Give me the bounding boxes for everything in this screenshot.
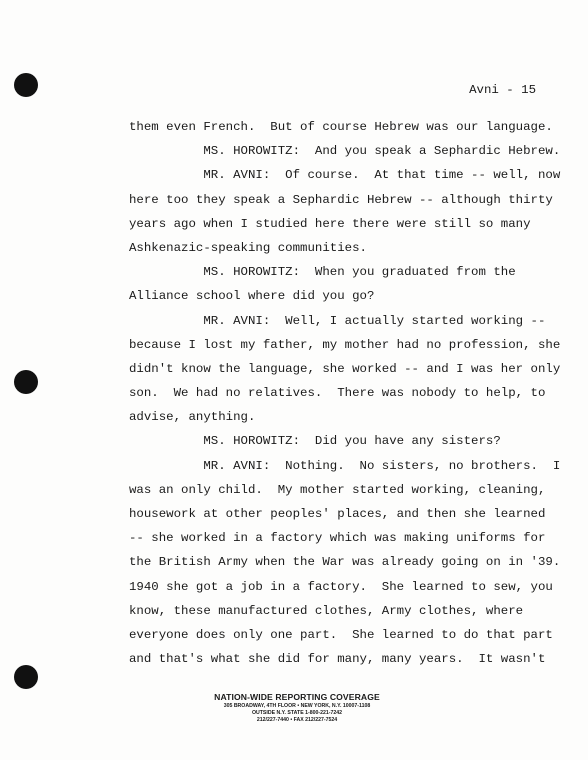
transcript-line: MS. HOROWITZ: Did you have any sisters? xyxy=(129,434,501,449)
reporting-footer xyxy=(0,692,588,724)
transcript-line: advise, anything. xyxy=(129,410,256,425)
binder-hole-top xyxy=(14,73,38,97)
transcript-line: son. We had no relatives. There was nobody to help, to xyxy=(129,386,546,401)
reporting-firm-phones: 212/227-7440 • FAX 212/227-7524 xyxy=(256,717,338,723)
reporting-firm-name: NATION-WIDE REPORTING COVERAGE xyxy=(214,692,380,702)
binder-hole-middle xyxy=(14,370,38,394)
transcript-line: the British Army when the War was already going on in '39. xyxy=(129,555,561,570)
transcript-line: MR. AVNI: Nothing. No sisters, no brothers. I xyxy=(129,458,561,473)
transcript-line: Alliance school where did you go? xyxy=(129,289,375,304)
reporting-firm-address: 305 BROADWAY, 4TH FLOOR • NEW YORK, N.Y. 10007-1108 xyxy=(223,703,371,709)
transcript-line: MS. HOROWITZ: When you graduated from the xyxy=(129,265,516,280)
transcript-line: didn't know the language, she worked -- and I was her only xyxy=(129,361,561,376)
transcript-line: MR. AVNI: Well, I actually started working -- xyxy=(129,313,546,328)
page-header: Avni - 15 xyxy=(469,83,536,97)
transcript-line: them even French. But of course Hebrew was our language. xyxy=(129,120,553,134)
transcript-line: housework at other peoples' places, and then she learned xyxy=(129,507,546,521)
transcript-line: and that's what she did for many, many years. It wasn't xyxy=(129,652,546,667)
transcript-line: because I lost my father, my mother had no profession, she xyxy=(129,337,561,352)
transcript-line: here too they speak a Sephardic Hebrew -- although thirty xyxy=(129,192,553,207)
binder-hole-bottom xyxy=(14,665,38,689)
transcript-line: MR. AVNI: Of course. At that time -- well, now xyxy=(129,168,561,183)
reporting-firm-tollfree: OUTSIDE N.Y. STATE 1-800-221-7242 xyxy=(251,710,343,716)
transcript-line: MS. HOROWITZ: And you speak a Sephardic Hebrew. xyxy=(129,144,561,159)
transcript-line: was an only child. My mother started working, cleaning, xyxy=(129,482,546,497)
transcript-line: years ago when I studied here there were still so many xyxy=(129,216,531,231)
transcript-line: know, these manufactured clothes, Army clothes, where xyxy=(129,603,524,618)
transcript-line: 1940 she got a job in a factory. She learned to sew, you xyxy=(129,579,553,594)
transcript-body xyxy=(129,115,561,671)
transcript-line: -- she worked in a factory which was making uniforms for xyxy=(129,531,546,546)
transcript-line: everyone does only one part. She learned to do that part xyxy=(129,627,553,642)
transcript-line: Ashkenazic-speaking communities. xyxy=(129,240,367,255)
